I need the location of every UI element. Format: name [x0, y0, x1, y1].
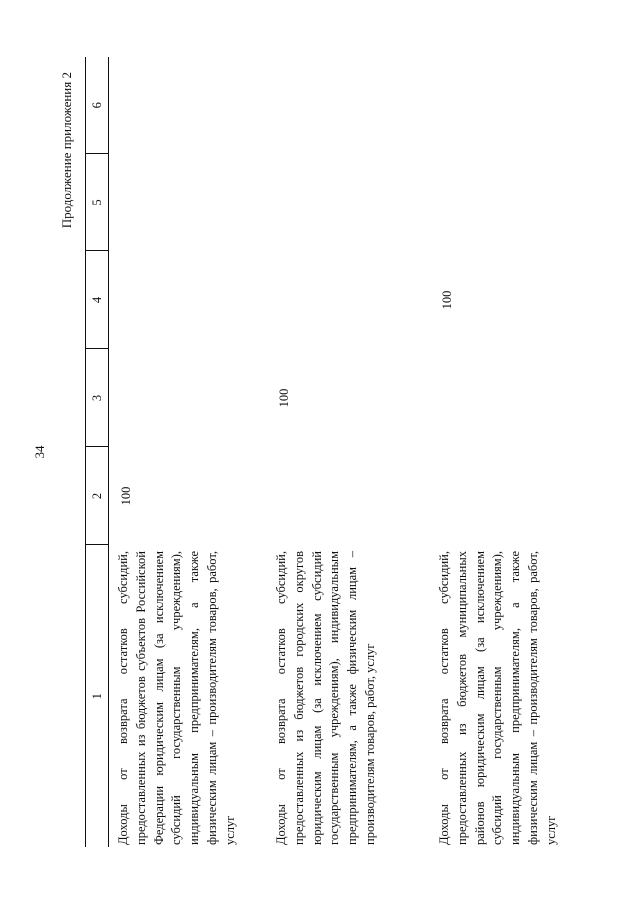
row-value-col4 — [109, 251, 268, 349]
row-value-col5 — [430, 154, 590, 251]
row-value-col3 — [430, 349, 590, 447]
row-value-col5 — [109, 154, 268, 251]
header-row — [86, 57, 109, 847]
page-number: 34 — [32, 445, 47, 459]
column-header-2: 2 — [86, 447, 109, 545]
row-value-col4 — [267, 251, 430, 349]
column-header-3: 3 — [86, 349, 109, 447]
row-value-col2: 100 — [119, 486, 133, 506]
row-description: Доходы от возврата остатков субсидий, предоставленных из бюджетов муниципальных районов юридическим лицам (за исключением субсидий государственным учреждениям), индивидуальным предпринимателям, а также физическим лицам – производителям товаров, работ, услуг — [437, 551, 558, 845]
row-value-col2 — [267, 447, 430, 545]
rotated-content — [59, 57, 558, 847]
row-value-col6 — [109, 57, 268, 154]
continuation-label: Продолжение приложения 2 — [59, 72, 74, 229]
row-description: Доходы от возврата остатков субсидий, предоставленных из бюджетов субъектов Российской Федерации юридическим лицам (за исключением субсидий государственным учреждениям), индивидуальным предпринимателям, а также физическим лицам – производителям товаров, работ, услуг — [116, 551, 237, 845]
column-header-6: 6 — [86, 57, 109, 154]
column-header-5: 5 — [86, 154, 109, 251]
table-row — [430, 57, 590, 847]
row-value-col5 — [267, 154, 430, 251]
income-table — [85, 57, 590, 847]
row-value-col4: 100 — [440, 290, 454, 310]
row-value-col3 — [109, 349, 268, 447]
row-value-col6 — [430, 57, 590, 154]
row-value-col3: 100 — [277, 388, 291, 408]
row-value-col6 — [267, 57, 430, 154]
column-header-1: 1 — [86, 545, 109, 847]
table-row — [267, 57, 430, 847]
row-value-col2 — [430, 447, 590, 545]
row-description: Доходы от возврата остатков субсидий, предоставленных из бюджетов городских округов юридическим лицам (за исключением субсидий государственным учреждениям), индивидуальным предпринимателям, а также физическим лицам – производителям товаров, работ, услуг — [274, 551, 377, 845]
column-header-4: 4 — [86, 251, 109, 349]
table-row — [109, 57, 268, 847]
